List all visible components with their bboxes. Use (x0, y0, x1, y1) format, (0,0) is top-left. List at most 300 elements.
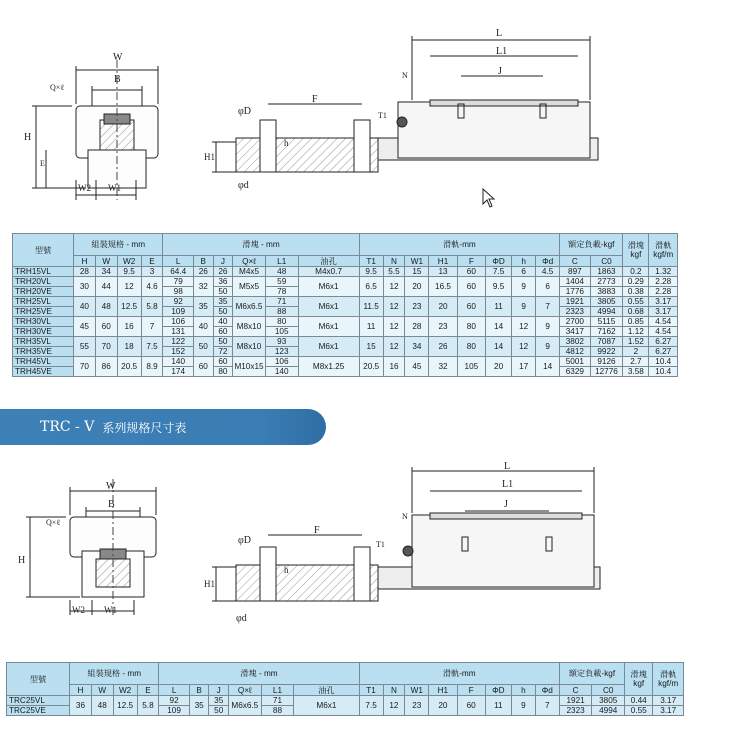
cell-N: 12 (383, 696, 405, 716)
label-L1: L1 (496, 46, 508, 57)
cell-bw: 0.68 (623, 307, 649, 317)
cell-Q: M6x6.5 (233, 297, 266, 317)
cell-W1: 28 (405, 317, 429, 337)
col-Q: Q×ℓ (233, 256, 266, 267)
cell-T1: 7.5 (359, 696, 383, 716)
cell-d: 7 (535, 696, 559, 716)
cell-rw: 1.32 (649, 267, 678, 277)
cell-L1: 88 (261, 706, 294, 716)
model-cell: TRH45VE (13, 367, 74, 377)
model-cell: TRC25VL (7, 696, 70, 706)
th-rail-weight: 滑軌 kgf/m (649, 234, 678, 267)
cell-L1: 123 (265, 347, 298, 357)
col-L: L (159, 685, 189, 696)
cell-C0: 1863 (590, 267, 623, 277)
cell-H1: 16.5 (429, 277, 457, 297)
cell-F: 80 (457, 317, 485, 337)
col-T1: T1 (359, 256, 383, 267)
cell-W: 70 (95, 337, 117, 357)
cell-rw: 6.27 (649, 337, 678, 347)
cell-W1: 20 (405, 277, 429, 297)
cell-W2: 20.5 (117, 357, 141, 377)
cell-rw: 3.17 (649, 307, 678, 317)
label-L-2: L (504, 461, 511, 472)
cell-L: 79 (163, 277, 194, 287)
model-cell: TRH35VE (13, 347, 74, 357)
table-row (7, 696, 684, 706)
cell-L1: 78 (265, 287, 298, 297)
cell-L: 122 (163, 337, 194, 347)
label-E: E (40, 159, 45, 168)
cell-F: 60 (457, 297, 485, 317)
cell-D: 14 (486, 337, 512, 357)
cell-d: 6 (536, 277, 560, 297)
column-header-row-2 (7, 685, 684, 696)
label-B-2: B (108, 499, 115, 510)
cell-d: 9 (536, 337, 560, 357)
cell-J: 35 (213, 297, 233, 307)
col-d: Φd (535, 685, 559, 696)
th-assembly: 組裝規格 - mm (74, 234, 163, 256)
cell-Q: M5x5 (233, 277, 266, 297)
cell-W1: 23 (405, 297, 429, 317)
th-block-weight-2: 滑塊 kgf (625, 663, 653, 696)
cell-bw: 0.55 (625, 706, 653, 716)
col-W2: W2 (117, 256, 141, 267)
cell-W: 44 (95, 277, 117, 297)
cell-C: 1404 (560, 277, 591, 287)
cell-H: 70 (74, 357, 96, 377)
cell-T1: 11.5 (359, 297, 383, 317)
cell-B: 35 (189, 696, 209, 716)
cell-B: 50 (193, 337, 213, 357)
cell-J: 60 (213, 357, 233, 367)
col-W2: W2 (113, 685, 137, 696)
cell-h: 9 (512, 277, 536, 297)
cell-oil: M6x1 (298, 277, 359, 297)
cell-D: 11 (485, 696, 511, 716)
cell-D: 14 (486, 317, 512, 337)
th-load-2: 額定負載-kgf (559, 663, 624, 685)
cell-C: 2700 (560, 317, 591, 327)
cell-bw: 0.44 (625, 696, 653, 706)
cell-H1: 20 (429, 297, 457, 317)
cell-rw: 2.28 (649, 277, 678, 287)
cell-W1: 23 (405, 696, 429, 716)
cell-T1: 9.5 (359, 267, 383, 277)
label-T1-2: T1 (376, 540, 385, 549)
cell-h: 6 (512, 267, 536, 277)
cell-C: 1921 (560, 297, 591, 307)
cell-C0: 5115 (590, 317, 623, 327)
label-N-2: N (402, 512, 408, 521)
cell-B: 35 (193, 297, 213, 317)
cell-J: 50 (213, 287, 233, 297)
th-block-2: 滑塊 - mm (159, 663, 359, 685)
col-D: ΦD (485, 685, 511, 696)
cell-W: 48 (95, 297, 117, 317)
cell-J: 26 (213, 267, 233, 277)
cell-d: 9 (536, 317, 560, 337)
model-cell: TRH30VE (13, 327, 74, 337)
cell-B: 32 (193, 277, 213, 297)
cell-L1: 140 (265, 367, 298, 377)
cell-E: 5.8 (141, 297, 163, 317)
cell-H1: 32 (429, 357, 457, 377)
th-rail-weight-2: 滑軌 kgf/m (653, 663, 684, 696)
cell-F: 105 (457, 357, 485, 377)
label-L1-2: L1 (502, 479, 514, 490)
cell-bw: 0.55 (623, 297, 649, 307)
cell-W2: 16 (117, 317, 141, 337)
col-W: W (95, 256, 117, 267)
cell-J: 60 (213, 327, 233, 337)
col-W1: W1 (405, 685, 429, 696)
section-title: TRC - V (40, 419, 95, 435)
col-H1: H1 (429, 685, 457, 696)
table-row (13, 357, 678, 367)
cell-C: 3417 (560, 327, 591, 337)
cell-C0: 2773 (590, 277, 623, 287)
col-N: N (383, 256, 405, 267)
th-block-weight: 滑塊 kgf (623, 234, 649, 267)
cell-J: 50 (209, 706, 229, 716)
cell-rw: 3.17 (649, 297, 678, 307)
th-block: 滑塊 - mm (163, 234, 359, 256)
table-row (13, 337, 678, 347)
cell-C0: 7087 (590, 337, 623, 347)
cell-Q: M6x6.5 (228, 696, 261, 716)
cell-oil: M8x1.25 (298, 357, 359, 377)
label-H1: H1 (204, 152, 215, 162)
col-H: H (74, 256, 96, 267)
col-d: Φd (536, 256, 560, 267)
label-H-2: H (18, 555, 26, 566)
cell-rw: 2.28 (649, 287, 678, 297)
cell-C0: 4994 (592, 706, 625, 716)
cell-C0: 3805 (592, 696, 625, 706)
cell-J: 40 (213, 317, 233, 327)
th-model: 型號 (13, 234, 74, 267)
cell-W2: 12 (117, 277, 141, 297)
technical-drawing-trc (0, 455, 736, 655)
cell-D: 7.5 (486, 267, 512, 277)
cell-W: 34 (95, 267, 117, 277)
cell-h: 12 (512, 317, 536, 337)
th-rail: 滑軌-mm (359, 234, 559, 256)
label-H: H (24, 132, 32, 143)
label-W: W (113, 52, 123, 63)
cell-bw: 0.29 (623, 277, 649, 287)
cell-W: 86 (95, 357, 117, 377)
cell-L1: 106 (265, 357, 298, 367)
col-oil: 油孔 (298, 256, 359, 267)
cell-rw: 3.17 (653, 706, 684, 716)
model-cell: TRH25VL (13, 297, 74, 307)
column-header-row (13, 256, 678, 267)
table-row (13, 267, 678, 277)
cell-N: 12 (383, 297, 405, 317)
col-C: C (560, 256, 591, 267)
cell-B: 40 (193, 317, 213, 337)
cell-C0: 3805 (590, 297, 623, 307)
cell-F: 60 (457, 277, 485, 297)
cell-C: 1776 (560, 287, 591, 297)
label-W1: W1 (108, 183, 121, 193)
cell-L1: 71 (261, 696, 294, 706)
model-cell: TRH20VL (13, 277, 74, 287)
cell-C: 6329 (560, 367, 591, 377)
cell-L: 109 (163, 307, 194, 317)
label-phiD: φD (238, 106, 251, 117)
cell-Q: M4x5 (233, 267, 266, 277)
cell-L1: 88 (265, 307, 298, 317)
label-H1-2: H1 (204, 579, 215, 589)
cell-L: 131 (163, 327, 194, 337)
cell-T1: 6.5 (359, 277, 383, 297)
cell-D: 20 (486, 357, 512, 377)
cell-L: 92 (159, 696, 189, 706)
cell-L: 152 (163, 347, 194, 357)
cell-W: 60 (95, 317, 117, 337)
cell-C: 2323 (559, 706, 592, 716)
cell-d: 14 (536, 357, 560, 377)
side-view (212, 36, 598, 172)
col-H1: H1 (429, 256, 457, 267)
th-rail-2: 滑軌-mm (359, 663, 559, 685)
cell-h: 12 (512, 337, 536, 357)
cell-C: 4812 (560, 347, 591, 357)
label-W-2: W (106, 481, 116, 492)
cell-Q: M8x10 (233, 317, 266, 337)
spec-table-trc (6, 662, 684, 716)
cell-J: 72 (213, 347, 233, 357)
col-Q: Q×ℓ (228, 685, 261, 696)
cell-d: 7 (536, 297, 560, 317)
label-W2: W2 (78, 183, 91, 193)
cell-C: 3802 (560, 337, 591, 347)
cell-J: 50 (213, 337, 233, 347)
cell-J: 50 (213, 307, 233, 317)
col-oil: 油孔 (294, 685, 359, 696)
label-h-2: h (284, 565, 289, 575)
cell-C0: 12776 (590, 367, 623, 377)
technical-drawing-trh (0, 0, 736, 215)
cell-L: 98 (163, 287, 194, 297)
cell-C0: 9922 (590, 347, 623, 357)
cell-N: 16 (383, 357, 405, 377)
cell-oil: M4x0.7 (298, 267, 359, 277)
cell-F: 60 (457, 696, 485, 716)
label-W1-2: W1 (104, 605, 117, 615)
table-row (13, 297, 678, 307)
cell-W: 48 (91, 696, 113, 716)
col-J: J (209, 685, 229, 696)
label-F-2: F (314, 525, 320, 536)
col-C0: C0 (590, 256, 623, 267)
col-L: L (163, 256, 194, 267)
cell-E: 3 (141, 267, 163, 277)
cell-C: 1921 (559, 696, 592, 706)
cell-W2: 9.5 (117, 267, 141, 277)
col-J: J (213, 256, 233, 267)
cell-oil: M6x1 (298, 317, 359, 337)
cell-bw: 3.58 (623, 367, 649, 377)
cell-bw: 0.38 (623, 287, 649, 297)
th-model-2: 型號 (7, 663, 70, 696)
label-Qxl: Q×ℓ (50, 83, 65, 92)
cell-C: 2323 (560, 307, 591, 317)
cell-bw: 2 (623, 347, 649, 357)
cell-C0: 4994 (590, 307, 623, 317)
cell-L1: 71 (265, 297, 298, 307)
cell-W2: 18 (117, 337, 141, 357)
cell-rw: 10.4 (649, 357, 678, 367)
label-T1: T1 (378, 111, 387, 120)
cell-H1: 23 (429, 317, 457, 337)
cell-H1: 13 (429, 267, 457, 277)
cell-d: 4.5 (536, 267, 560, 277)
col-F: F (457, 685, 485, 696)
label-B: B (114, 74, 121, 85)
cell-bw: 1.52 (623, 337, 649, 347)
col-W: W (91, 685, 113, 696)
cell-F: 80 (457, 337, 485, 357)
label-J: J (498, 66, 502, 77)
label-W2-2: W2 (72, 605, 85, 615)
label-L: L (496, 28, 503, 39)
col-B: B (193, 256, 213, 267)
cell-D: 11 (486, 297, 512, 317)
cell-E: 4.6 (141, 277, 163, 297)
cell-C0: 9126 (590, 357, 623, 367)
cell-E: 7.5 (141, 337, 163, 357)
col-C: C (559, 685, 592, 696)
cell-L: 140 (163, 357, 194, 367)
cell-E: 8.9 (141, 357, 163, 377)
cell-rw: 4.54 (649, 317, 678, 327)
cell-L1: 59 (265, 277, 298, 287)
cell-J: 35 (209, 696, 229, 706)
cell-bw: 0.85 (623, 317, 649, 327)
cell-rw: 4.54 (649, 327, 678, 337)
cell-bw: 0.2 (623, 267, 649, 277)
cell-N: 12 (383, 317, 405, 337)
table-row (13, 317, 678, 327)
col-H: H (70, 685, 92, 696)
cell-L: 174 (163, 367, 194, 377)
cell-H: 30 (74, 277, 96, 297)
col-F: F (457, 256, 485, 267)
cell-L: 106 (163, 317, 194, 327)
col-C0: C0 (592, 685, 625, 696)
cell-E: 5.8 (137, 696, 159, 716)
cell-L1: 105 (265, 327, 298, 337)
col-h: h (511, 685, 535, 696)
label-N: N (402, 71, 408, 80)
cell-rw: 10.4 (649, 367, 678, 377)
model-cell: TRH30VL (13, 317, 74, 327)
cell-L1: 48 (265, 267, 298, 277)
cell-oil: M6x1 (294, 696, 359, 716)
label-phid-2: φd (236, 613, 247, 624)
cell-B: 26 (193, 267, 213, 277)
cell-H1: 20 (429, 696, 457, 716)
th-load: 額定負載-kgf (560, 234, 623, 256)
cell-oil: M6x1 (298, 337, 359, 357)
section-subtitle: 系列规格尺寸表 (102, 420, 187, 435)
label-F: F (312, 94, 318, 105)
col-D: ΦD (486, 256, 512, 267)
col-E: E (137, 685, 159, 696)
cell-H: 40 (74, 297, 96, 317)
cell-L: 92 (163, 297, 194, 307)
cell-N: 12 (383, 277, 405, 297)
cell-bw: 1.12 (623, 327, 649, 337)
cell-rw: 6.27 (649, 347, 678, 357)
cell-T1: 20.5 (359, 357, 383, 377)
cell-H: 28 (74, 267, 96, 277)
cell-W2: 12.5 (117, 297, 141, 317)
front-view-block-2 (26, 479, 156, 615)
model-cell: TRC25VE (7, 706, 70, 716)
cell-H: 45 (74, 317, 96, 337)
cell-C0: 7162 (590, 327, 623, 337)
model-cell: TRH45VL (13, 357, 74, 367)
cell-bw: 2.7 (623, 357, 649, 367)
cell-E: 7 (141, 317, 163, 337)
col-h: h (512, 256, 536, 267)
label-phiD-2: φD (238, 535, 251, 546)
cell-F: 60 (457, 267, 485, 277)
cell-H1: 26 (429, 337, 457, 357)
cell-W1: 34 (405, 337, 429, 357)
front-view-block (32, 60, 158, 200)
cell-C: 5001 (560, 357, 591, 367)
cell-Q: M10x15 (233, 357, 266, 377)
cell-N: 12 (383, 337, 405, 357)
table-row (13, 277, 678, 287)
side-view-2 (212, 467, 600, 601)
label-phid: φd (238, 180, 249, 191)
col-B: B (189, 685, 209, 696)
spec-table-trh (12, 233, 678, 377)
cell-J: 36 (213, 277, 233, 287)
cell-H: 36 (70, 696, 92, 716)
cell-B: 60 (193, 357, 213, 377)
model-cell: TRH25VE (13, 307, 74, 317)
cell-h: 9 (512, 297, 536, 317)
col-L1: L1 (261, 685, 294, 696)
cell-C: 897 (560, 267, 591, 277)
cell-W1: 45 (405, 357, 429, 377)
col-E: E (141, 256, 163, 267)
th-assembly-2: 組裝規格 - mm (70, 663, 159, 685)
label-Qxl-2: Q×ℓ (46, 518, 61, 527)
model-cell: TRH20VE (13, 287, 74, 297)
cell-Q: M8x10 (233, 337, 266, 357)
cell-oil: M6x1 (298, 297, 359, 317)
label-J-2: J (504, 499, 508, 510)
cell-H: 55 (74, 337, 96, 357)
cell-T1: 11 (359, 317, 383, 337)
cell-J: 80 (213, 367, 233, 377)
mouse-cursor-icon (482, 188, 496, 208)
cell-h: 17 (512, 357, 536, 377)
model-cell: TRH35VL (13, 337, 74, 347)
cell-L1: 80 (265, 317, 298, 327)
cell-C0: 3883 (590, 287, 623, 297)
